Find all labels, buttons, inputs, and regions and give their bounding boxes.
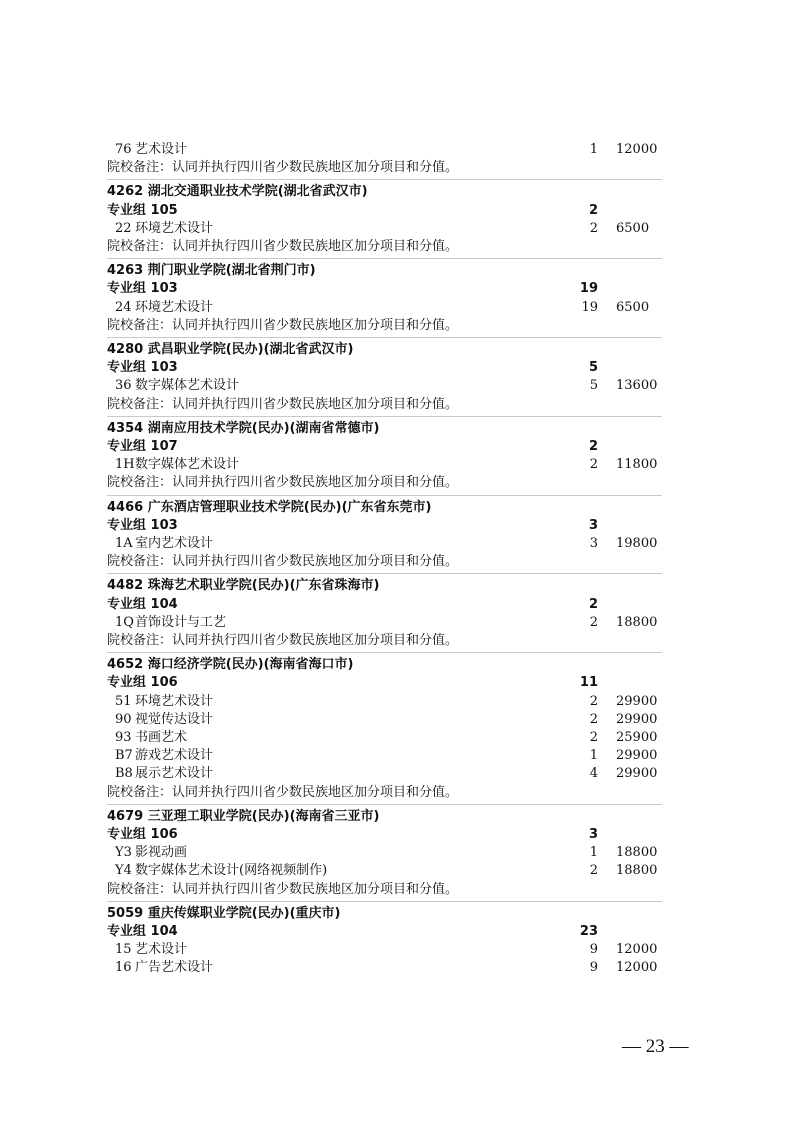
- school-note: [0, 159, 800, 177]
- group-row: [0, 359, 800, 377]
- major-plan-count: 2: [589, 693, 598, 709]
- note-text: 院校备注：认同并执行四川省少数民族地区加分项目和分值。: [107, 633, 459, 648]
- major-name: 影视动画: [135, 845, 188, 861]
- group-row: [0, 923, 800, 941]
- group-plan-count: 3: [588, 827, 598, 842]
- major-name: 书画艺术: [135, 730, 188, 745]
- school-header: [0, 577, 800, 595]
- major-name: 首饰设计与工艺: [135, 614, 227, 630]
- major-tuition-fee: 29900: [616, 693, 658, 709]
- major-plan-count: 2: [589, 863, 598, 879]
- section-divider: [107, 573, 662, 574]
- page-number: — 23 —: [622, 1036, 689, 1057]
- major-plan-count: 2: [589, 614, 598, 630]
- major-plan-count: 2: [589, 730, 598, 745]
- major-name: 环境艺术设计: [135, 693, 214, 709]
- major-tuition-fee: 6500: [616, 299, 650, 315]
- major-plan-count: 9: [589, 942, 598, 958]
- section-divider: [107, 337, 662, 338]
- major-tuition-fee: 11800: [616, 457, 658, 473]
- school-header-text: 4280 武昌职业学院(民办)(湖北省武汉市): [107, 342, 354, 357]
- section-divider: [107, 901, 662, 902]
- major-plan-count: 4: [589, 766, 598, 782]
- school-header: [0, 656, 800, 674]
- major-row: [0, 614, 800, 632]
- school-header-text: 4482 珠海艺术职业学院(民办)(广东省珠海市): [107, 578, 380, 594]
- school-header-text: 4652 海口经济学院(民办)(海南省海口市): [107, 657, 354, 673]
- major-row: [0, 941, 800, 959]
- group-plan-count: 3: [588, 517, 598, 533]
- major-code: 76: [115, 142, 132, 157]
- major-row: [0, 711, 800, 729]
- major-plan-count: 5: [589, 378, 598, 394]
- major-name: 数字媒体艺术设计(网络视频制作): [135, 863, 328, 879]
- school-header: [0, 905, 800, 923]
- group-label: 专业组 106: [107, 675, 178, 691]
- major-plan-count: 2: [589, 711, 598, 727]
- note-text: 院校备注：认同并执行四川省少数民族地区加分项目和分值。: [107, 239, 459, 254]
- school-header-text: 5059 重庆传媒职业学院(民办)(重庆市): [107, 905, 341, 921]
- major-name: 数字媒体艺术设计: [135, 378, 240, 394]
- group-row: [0, 674, 800, 692]
- school-header: [0, 183, 800, 201]
- major-code: 51: [115, 693, 132, 709]
- school-note: [0, 553, 800, 571]
- major-row: [0, 141, 800, 159]
- major-row: [0, 862, 800, 880]
- group-plan-count: 11: [579, 675, 598, 691]
- major-code: 93: [115, 730, 132, 745]
- group-label: 专业组 107: [107, 439, 178, 454]
- major-plan-count: 1: [589, 748, 598, 764]
- major-plan-count: 19: [581, 299, 598, 315]
- major-name: 游戏艺术设计: [135, 748, 214, 764]
- major-name: 数字媒体艺术设计: [135, 457, 240, 473]
- section-divider: [107, 495, 662, 496]
- major-row: [0, 765, 800, 783]
- group-plan-count: 2: [588, 202, 598, 218]
- major-name: 广告艺术设计: [135, 960, 214, 976]
- major-name: 视觉传达设计: [135, 711, 214, 727]
- major-row: [0, 844, 800, 862]
- major-name: 展示艺术设计: [135, 766, 214, 782]
- section-divider: [107, 179, 662, 180]
- major-row: [0, 299, 800, 317]
- group-label: 专业组 104: [107, 596, 178, 612]
- major-plan-count: 3: [589, 536, 598, 551]
- school-note: [0, 632, 800, 650]
- major-plan-count: 9: [589, 960, 598, 976]
- major-tuition-fee: 18800: [616, 845, 658, 861]
- note-text: 院校备注：认同并执行四川省少数民族地区加分项目和分值。: [107, 160, 459, 176]
- section-divider: [107, 258, 662, 259]
- group-row: [0, 438, 800, 456]
- major-tuition-fee: 25900: [616, 730, 658, 745]
- school-note: [0, 396, 800, 414]
- note-text: 院校备注：认同并执行四川省少数民族地区加分项目和分值。: [107, 881, 459, 897]
- major-row: [0, 220, 800, 238]
- major-code: 1A: [115, 536, 133, 551]
- major-name: 室内艺术设计: [135, 536, 214, 551]
- major-plan-count: 2: [589, 457, 598, 473]
- major-code: 1H: [115, 457, 135, 473]
- major-code: B7: [115, 748, 133, 764]
- note-text: 院校备注：认同并执行四川省少数民族地区加分项目和分值。: [107, 475, 459, 491]
- major-plan-count: 1: [589, 142, 598, 157]
- group-row: [0, 596, 800, 614]
- major-row: [0, 693, 800, 711]
- group-label: 专业组 103: [107, 517, 178, 533]
- major-code: Y3: [115, 845, 132, 861]
- school-header: [0, 499, 800, 517]
- school-header-text: 4354 湖南应用技术学院(民办)(湖南省常德市): [107, 420, 380, 436]
- group-label: 专业组 104: [107, 924, 178, 939]
- major-tuition-fee: 29900: [616, 711, 658, 727]
- major-plan-count: 1: [589, 845, 598, 861]
- note-text: 院校备注：认同并执行四川省少数民族地区加分项目和分值。: [107, 317, 459, 333]
- school-note: [0, 238, 800, 256]
- major-tuition-fee: 12000: [616, 942, 658, 958]
- major-name: 环境艺术设计: [135, 299, 214, 315]
- major-tuition-fee: 18800: [616, 614, 658, 630]
- major-tuition-fee: 19800: [616, 536, 658, 551]
- group-label: 专业组 105: [107, 202, 178, 218]
- school-header: [0, 262, 800, 280]
- major-code: 15: [115, 942, 132, 958]
- major-code: 24: [115, 299, 132, 315]
- major-code: 1Q: [115, 614, 134, 630]
- school-note: [0, 881, 800, 899]
- major-name: 艺术设计: [135, 142, 188, 157]
- major-row: [0, 747, 800, 765]
- section-divider: [107, 416, 662, 417]
- group-plan-count: 2: [588, 439, 598, 454]
- major-tuition-fee: 18800: [616, 863, 658, 879]
- note-text: 院校备注：认同并执行四川省少数民族地区加分项目和分值。: [107, 396, 459, 412]
- major-code: 36: [115, 378, 132, 394]
- major-tuition-fee: 12000: [616, 960, 658, 976]
- group-plan-count: 23: [579, 924, 598, 939]
- group-label: 专业组 103: [107, 360, 178, 376]
- major-row: [0, 729, 800, 747]
- school-header-text: 4262 湖北交通职业技术学院(湖北省武汉市): [107, 184, 368, 200]
- major-code: Y4: [115, 863, 132, 879]
- group-row: [0, 202, 800, 220]
- section-divider: [107, 804, 662, 805]
- school-note: [0, 317, 800, 335]
- school-header: [0, 808, 800, 826]
- group-row: [0, 517, 800, 535]
- group-row: [0, 826, 800, 844]
- group-plan-count: 5: [588, 360, 598, 376]
- major-tuition-fee: 29900: [616, 748, 658, 764]
- major-code: 22: [115, 220, 132, 236]
- school-header-text: 4679 三亚理工职业学院(民办)(海南省三亚市): [107, 808, 380, 824]
- school-header: [0, 341, 800, 359]
- school-note: [0, 784, 800, 802]
- school-header: [0, 420, 800, 438]
- major-row: [0, 535, 800, 553]
- major-code: 16: [115, 960, 132, 976]
- major-row: [0, 377, 800, 395]
- major-name: 环境艺术设计: [135, 220, 214, 236]
- group-row: [0, 280, 800, 298]
- note-text: 院校备注：认同并执行四川省少数民族地区加分项目和分值。: [107, 784, 459, 800]
- section-divider: [107, 652, 662, 653]
- major-name: 艺术设计: [135, 942, 188, 958]
- group-plan-count: 2: [588, 596, 598, 612]
- note-text: 院校备注：认同并执行四川省少数民族地区加分项目和分值。: [107, 554, 459, 570]
- group-label: 专业组 103: [107, 281, 178, 297]
- major-plan-count: 2: [589, 220, 598, 236]
- major-row: [0, 456, 800, 474]
- group-label: 专业组 106: [107, 827, 178, 842]
- group-plan-count: 19: [579, 281, 598, 297]
- major-code: B8: [115, 766, 133, 782]
- school-header-text: 4466 广东酒店管理职业技术学院(民办)(广东省东莞市): [107, 499, 432, 515]
- major-tuition-fee: 12000: [616, 142, 658, 157]
- school-header-text: 4263 荆门职业学院(湖北省荆门市): [107, 263, 316, 279]
- school-note: [0, 474, 800, 492]
- major-tuition-fee: 13600: [616, 378, 658, 394]
- major-tuition-fee: 29900: [616, 766, 658, 782]
- major-row: [0, 959, 800, 977]
- major-tuition-fee: 6500: [616, 220, 650, 236]
- major-code: 90: [115, 711, 132, 727]
